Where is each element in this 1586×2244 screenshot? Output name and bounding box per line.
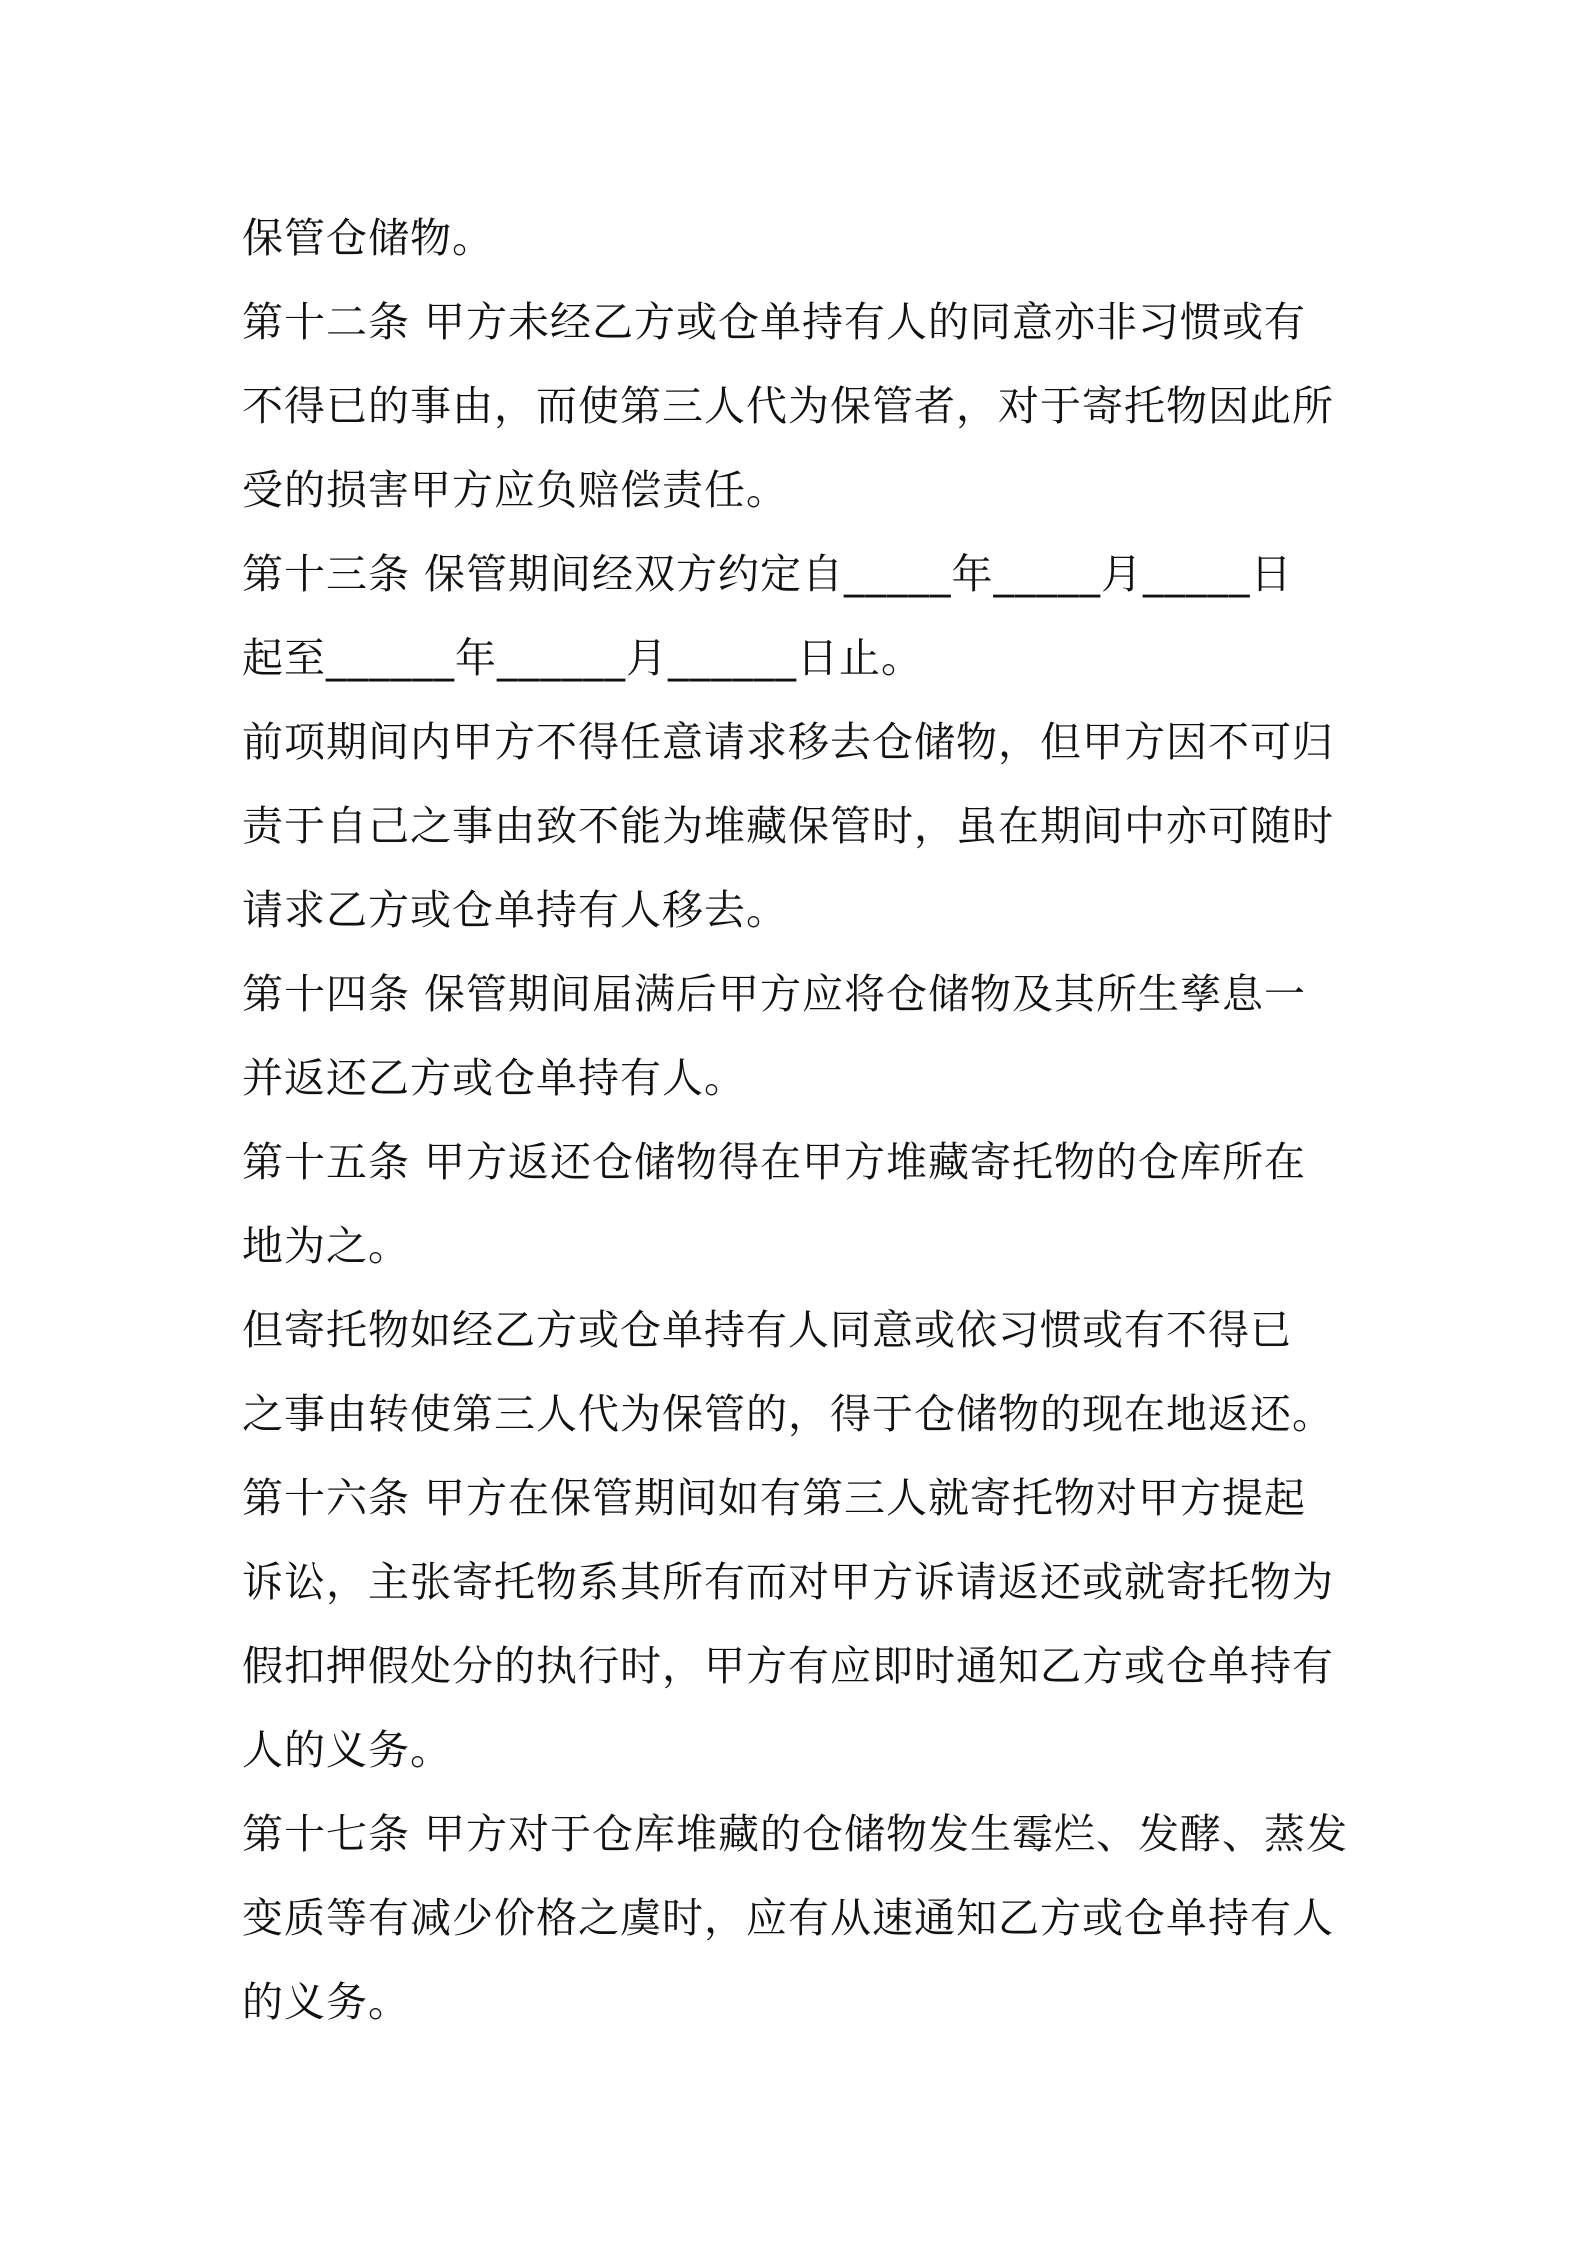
document-body [242,196,1362,2044]
text-line: 前项期间内甲方不得任意请求移去仓储物，但甲方因不可归 [242,718,1334,766]
text-line: 变质等有减少价格之虞时，应有从速通知乙方或仓单持有人 [242,1894,1334,1942]
article-12-line: 第十二条 甲方未经乙方或仓单持有人的同意亦非习惯或有 [242,298,1307,346]
text-line: 责于自己之事由致不能为堆藏保管时，虽在期间中亦可随时 [242,802,1334,850]
article-14-line: 第十四条 保管期间届满后甲方应将仓储物及其所生孳息一 [242,970,1307,1018]
text-line: 不得已的事由，而使第三人代为保管者，对于寄托物因此所 [242,382,1334,430]
text-line: 并返还乙方或仓单持有人。 [242,1054,746,1102]
text-line: 起至______年______月______日止。 [242,634,923,682]
text-line: 保管仓储物。 [242,214,494,262]
text-line: 之事由转使第三人代为保管的，得于仓储物的现在地返还。 [242,1390,1334,1438]
text-line: 请求乙方或仓单持有人移去。 [242,886,788,934]
text-line: 假扣押假处分的执行时，甲方有应即时通知乙方或仓单持有 [242,1642,1334,1690]
article-16-line: 第十六条 甲方在保管期间如有第三人就寄托物对甲方提起 [242,1474,1307,1522]
text-line: 的义务。 [242,1978,410,2026]
text-line: 受的损害甲方应负赔偿责任。 [242,466,788,514]
article-17-line: 第十七条 甲方对于仓库堆藏的仓储物发生霉烂、发酵、蒸发 [242,1810,1349,1858]
text-line: 地为之。 [242,1222,410,1270]
article-13-line: 第十三条 保管期间经双方约定自_____年_____月_____日 [242,550,1293,598]
text-line: 诉讼，主张寄托物系其所有而对甲方诉请返还或就寄托物为 [242,1558,1334,1606]
article-15-line: 第十五条 甲方返还仓储物得在甲方堆藏寄托物的仓库所在 [242,1138,1307,1186]
text-line: 人的义务。 [242,1726,452,1774]
text-line: 但寄托物如经乙方或仓单持有人同意或依习惯或有不得已 [242,1306,1292,1354]
